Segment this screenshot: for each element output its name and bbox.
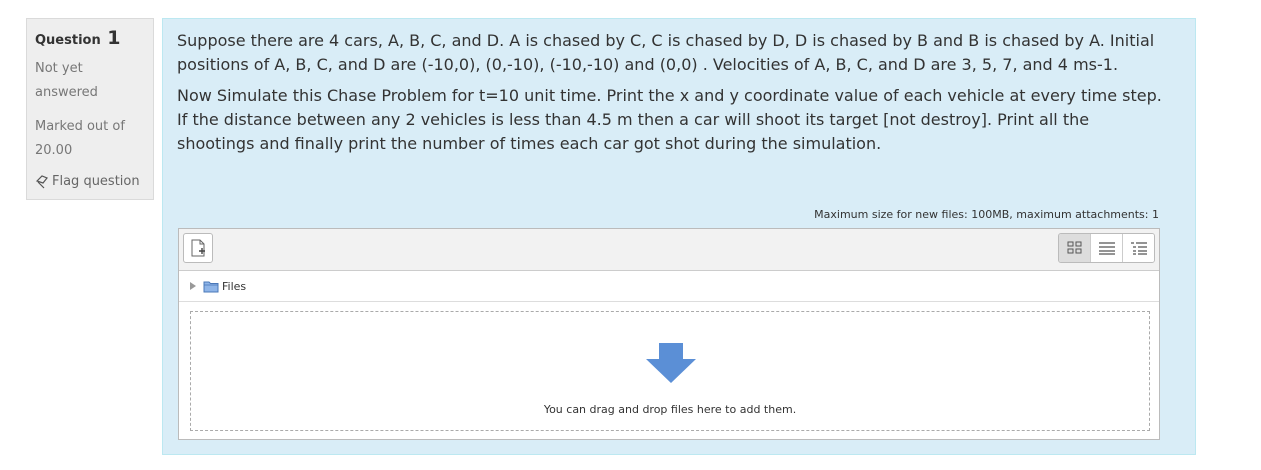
view-icons-button[interactable] [1059, 234, 1090, 262]
question-paragraph-1: Suppose there are 4 cars, A, B, C, and D. A is chased by C, C is chased by D, D is chased by B and B is chased by A. Initial positions of A, B, C, and D are (-10,0), (0,-10), (-10,-10) and (0,0) . Velocities of A, B, C, and D are 3, 5, 7, and 4 ms-1. [177, 31, 1155, 74]
flag-question-link[interactable] [35, 173, 153, 191]
files-path-label[interactable]: Files [222, 280, 247, 293]
add-file-button[interactable] [183, 233, 213, 263]
question-formulation [162, 18, 1196, 455]
grid-view-icon [1067, 241, 1083, 255]
question-state: Not yet answered [35, 61, 98, 100]
view-list-button[interactable] [1090, 234, 1122, 262]
question-info-panel [26, 18, 154, 200]
question-grade: Marked out of 20.00 [35, 119, 125, 158]
question-text [177, 29, 1167, 163]
flag-question-label[interactable]: Flag question [52, 174, 140, 189]
file-manager [178, 228, 1160, 440]
file-path-bar [179, 271, 1159, 302]
view-mode-group [1058, 233, 1155, 263]
drop-message: You can drag and drop files here to add them. [543, 403, 797, 416]
list-view-icon [1098, 241, 1116, 255]
file-drop-zone[interactable] [190, 311, 1150, 431]
tree-view-icon [1130, 241, 1148, 255]
question-paragraph-2: Now Simulate this Chase Problem for t=10 unit time. Print the x and y coordinate value of each vehicle at every time step. If the distance between any 2 vehicles is less than 4.5 m then a car will shoot its target [not destroy]. Print all the shootings and finally print the number of times each car got shot during the simulation. [177, 86, 1162, 153]
view-tree-button[interactable] [1122, 234, 1154, 262]
expand-triangle-icon[interactable] [190, 282, 196, 290]
file-manager-toolbar [179, 229, 1159, 271]
folder-icon [203, 280, 219, 293]
max-size-note: Maximum size for new files: 100MB, maximum attachments: 1 [814, 208, 1159, 221]
question-number-value: 1 [107, 27, 121, 49]
question-number [35, 28, 153, 51]
download-arrow-icon [646, 343, 696, 383]
flag-icon [35, 175, 51, 189]
question-label: Question [35, 33, 101, 48]
add-file-icon [190, 239, 206, 257]
